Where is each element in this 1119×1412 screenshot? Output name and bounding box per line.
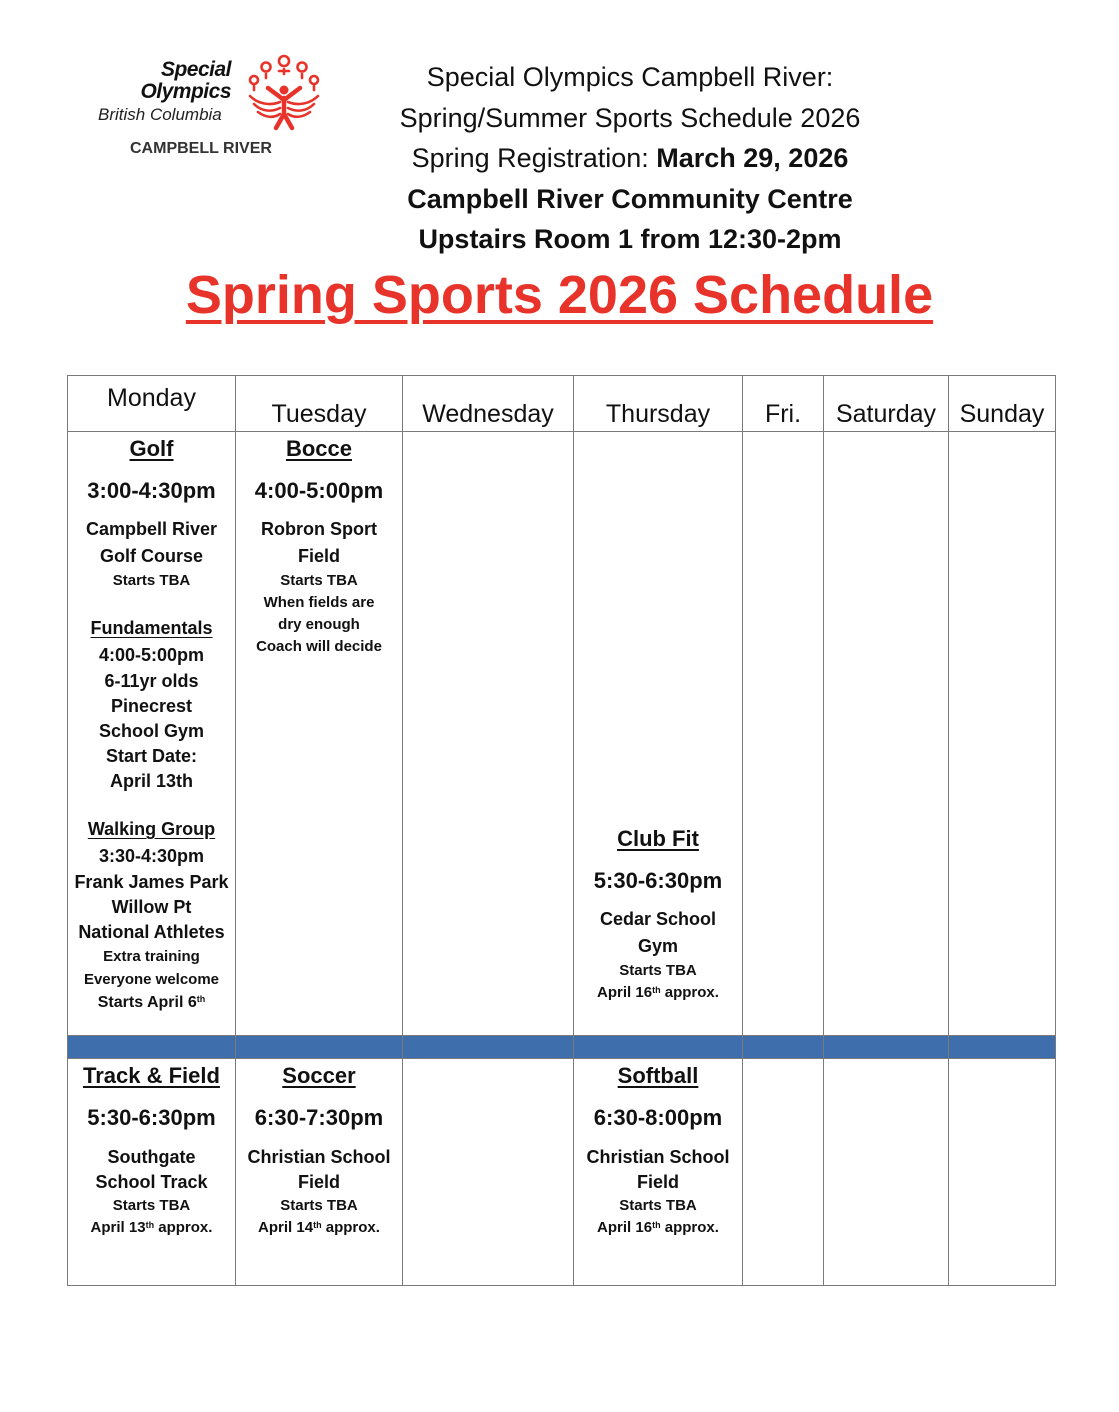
tuesday-cell — [236, 432, 403, 1036]
day-header-row — [68, 376, 1056, 432]
registration-label: Spring Registration: — [411, 143, 657, 173]
bocce-note-line3: dry enough — [278, 616, 360, 633]
club-fit-time: 5:30-6:30pm — [593, 868, 723, 893]
header-venue: Campbell River Community Centre — [407, 183, 853, 214]
softball-approx-date: April 16th approx. — [597, 1219, 719, 1236]
soccer-approx-date: April 14th approx. — [258, 1219, 380, 1236]
day-header-tuesday: Tuesday — [236, 376, 403, 432]
fundamentals-title: Fundamentals — [90, 618, 213, 638]
walking-group-time: 3:30-4:30pm — [98, 846, 205, 866]
tuesday-summer-cell — [236, 1059, 403, 1286]
saturday-cell — [824, 432, 949, 1036]
day-header-sunday: Sunday — [949, 376, 1056, 432]
section-divider-row — [68, 1036, 1056, 1059]
walking-group-title: Walking Group — [87, 819, 216, 839]
club-fit-location-line2: Gym — [637, 936, 679, 956]
track-field-location-line1: Southgate — [107, 1147, 196, 1167]
header-org: Special Olympics Campbell River: — [426, 62, 834, 92]
wednesday-cell — [403, 432, 574, 1036]
track-field-location-line2: School Track — [95, 1172, 208, 1192]
bocce-note-line2: When fields are — [263, 594, 375, 611]
bocce-note-line4: Coach will decide — [256, 638, 382, 655]
special-olympics-logo — [96, 52, 336, 172]
bocce-location-line2: Field — [297, 546, 340, 566]
sunday-cell — [949, 432, 1056, 1036]
spring-activities-row — [68, 432, 1056, 1036]
bocce-location-line1: Robron Sport — [261, 519, 377, 539]
bocce-start-note: Starts TBA — [280, 572, 358, 589]
walking-group-audience: National Athletes — [78, 922, 225, 942]
saturday-summer-cell — [824, 1059, 949, 1286]
header-registration — [370, 138, 890, 179]
fundamentals-age: 6-11yr olds — [104, 671, 199, 691]
club-fit-start-note: Starts TBA — [619, 962, 697, 979]
summer-activities-row — [68, 1059, 1056, 1286]
header-block — [370, 57, 890, 260]
day-header-wednesday: Wednesday — [403, 376, 574, 432]
softball-title: Softball — [617, 1063, 699, 1088]
wednesday-summer-cell — [403, 1059, 574, 1286]
fundamentals-start-label: Start Date: — [105, 746, 198, 766]
logo-word-olympics: Olympics — [140, 80, 231, 103]
golf-start-note: Starts TBA — [112, 572, 191, 589]
softball-location-line2: Field — [636, 1172, 679, 1192]
day-header-monday: Monday — [68, 376, 236, 432]
soccer-start-note: Starts TBA — [280, 1197, 358, 1214]
track-field-start-note: Starts TBA — [112, 1197, 191, 1214]
track-field-time: 5:30-6:30pm — [87, 1105, 216, 1130]
softball-location-line1: Christian School — [586, 1147, 730, 1167]
schedule-table — [67, 375, 1056, 1286]
header-schedule-name: Spring/Summer Sports Schedule 2026 — [399, 102, 861, 133]
golf-location-line2: Golf Course — [99, 546, 203, 566]
friday-summer-cell — [743, 1059, 824, 1286]
soccer-time: 6:30-7:30pm — [254, 1105, 384, 1130]
day-header-friday: Fri. — [743, 376, 824, 432]
fundamentals-time: 4:00-5:00pm — [98, 645, 205, 665]
soccer-location-line1: Christian School — [247, 1147, 391, 1167]
softball-start-note: Starts TBA — [619, 1197, 697, 1214]
bocce-time: 4:00-5:00pm — [254, 478, 384, 503]
page-title: Spring Sports 2026 Schedule — [185, 265, 934, 325]
header-room-time: Upstairs Room 1 from 12:30-2pm — [418, 224, 842, 254]
monday-cell — [68, 432, 236, 1036]
golf-time: 3:00-4:30pm — [87, 478, 216, 503]
walking-group-note2: Everyone welcome — [83, 971, 220, 988]
registration-date: March 29, 2026 — [656, 143, 849, 173]
logo-chapter: CAMPBELL RIVER — [130, 140, 272, 157]
walking-group-location-line1: Frank James Park — [74, 872, 229, 892]
thursday-summer-cell — [574, 1059, 743, 1286]
walking-group-location-line2: Willow Pt — [111, 897, 192, 917]
monday-summer-cell — [68, 1059, 236, 1286]
day-header-thursday: Thursday — [574, 376, 743, 432]
soccer-title: Soccer — [282, 1063, 356, 1088]
walking-group-note1: Extra training — [103, 948, 200, 965]
thursday-cell — [574, 432, 743, 1036]
sunday-summer-cell — [949, 1059, 1056, 1286]
golf-location-line1: Campbell River — [85, 519, 218, 539]
club-fit-approx-date: April 16th approx. — [597, 984, 719, 1001]
bocce-title: Bocce — [285, 436, 353, 461]
friday-cell — [743, 432, 824, 1036]
club-fit-title: Club Fit — [617, 826, 699, 851]
soccer-location-line2: Field — [297, 1172, 340, 1192]
logo-region: British Columbia — [98, 105, 222, 124]
logo-word-special: Special — [160, 58, 231, 81]
day-header-saturday: Saturday — [824, 376, 949, 432]
fundamentals-location-line2: School Gym — [98, 721, 205, 741]
golf-title: Golf — [129, 436, 174, 461]
track-field-approx-date: April 13th approx. — [90, 1219, 213, 1236]
special-olympics-figure-icon — [244, 52, 324, 132]
walking-group-start: Starts April 6th — [97, 994, 206, 1011]
softball-time: 6:30-8:00pm — [593, 1105, 723, 1130]
fundamentals-start-date: April 13th — [109, 771, 193, 791]
fundamentals-location-line1: Pinecrest — [110, 696, 193, 716]
club-fit-location-line1: Cedar School — [599, 909, 717, 929]
track-field-title: Track & Field — [83, 1063, 220, 1088]
